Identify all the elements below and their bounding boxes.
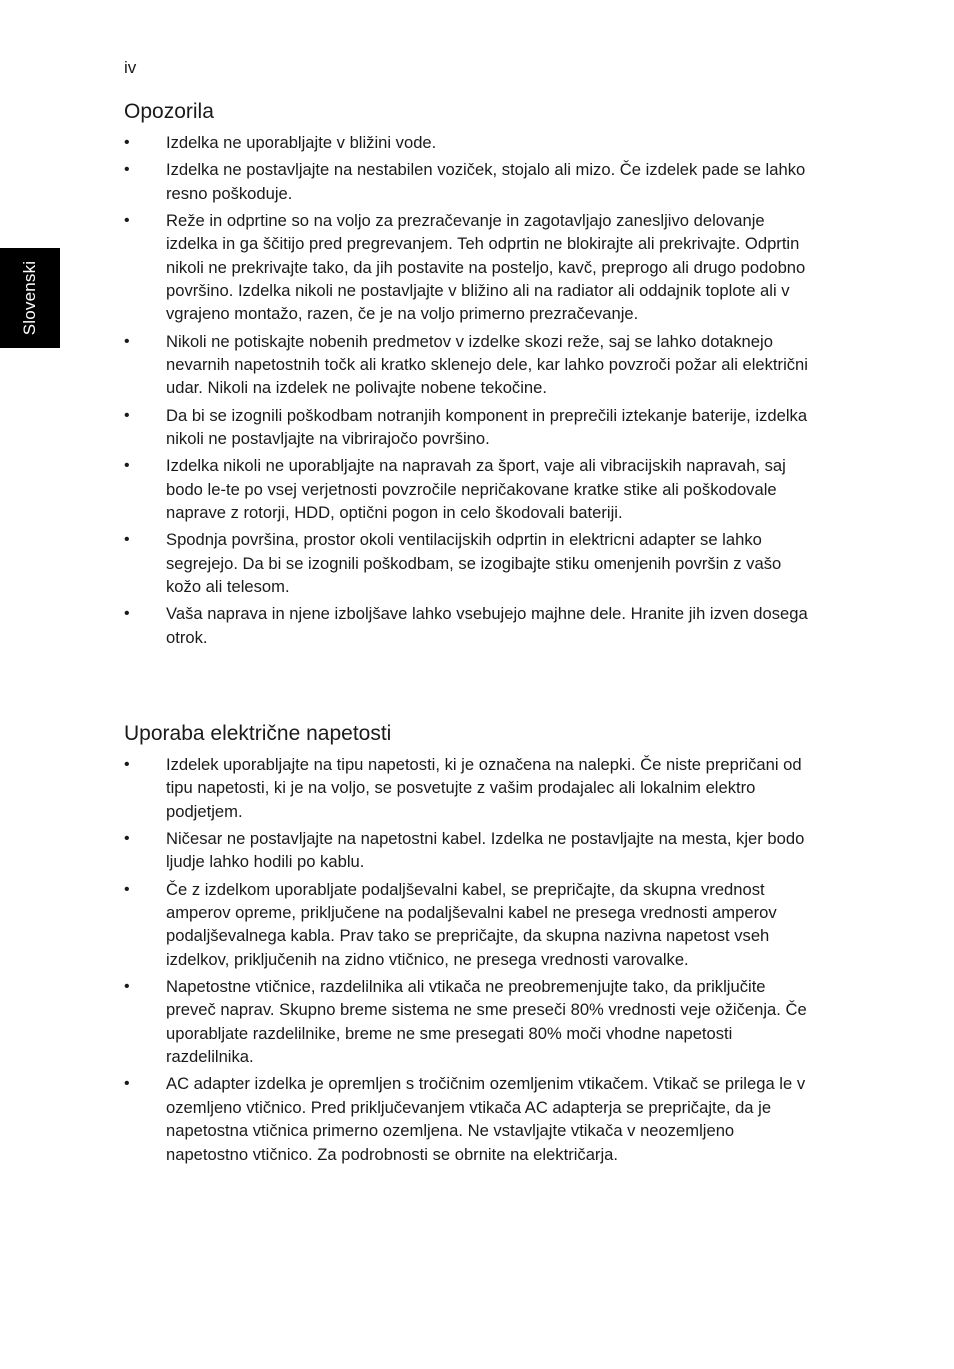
- list-item: [124, 454, 814, 524]
- bullet-icon: •: [124, 880, 130, 898]
- bullet-icon: •: [124, 457, 130, 475]
- language-tab-label: Slovenski: [20, 260, 39, 336]
- list-item-text: Da bi se izognili poškodbam notranjih komponent in preprečili iztekanje baterije, izdelka nikoli ne postavljajte na vibrirajočo površino.: [166, 405, 808, 449]
- list-item-text: Izdelka nikoli ne uporabljajte na napravah za šport, vaje ali vibracijskih napravah, saj bodo le-te po vsej verjetnosti povzročile nepričakovane kratke stike ali poškodovale naprave z rotorji, HDD, optični pogon in celo škodovali bateriji.: [166, 456, 786, 523]
- list-item-text: Izdelek uporabljajte na tipu napetosti, ki je označena na nalepki. Če niste prepričani od tipu napetosti, ki je na voljo, se posvetujte z vašim prodajalec ali lokalnim elektro podjetjem.: [166, 755, 802, 821]
- list-item: [124, 209, 814, 326]
- list-item: [124, 158, 814, 205]
- bullet-icon: •: [124, 161, 130, 179]
- list-item-text: Če z izdelkom uporabljate podaljševalni kabel, se prepričajte, da skupna vrednost amperov opreme, priključene na podaljševalni kabel ne presega vrednosti amperov podaljševalnega kabla. Prav tako se prepričajte, da skupna nazivna napetost vseh izdelkov, priključenih na zidno vtičnico, ne presega vrednosti varovalke.: [166, 879, 777, 969]
- bullet-icon: •: [124, 134, 130, 151]
- page-number: iv: [124, 58, 137, 77]
- bullet-icon: •: [124, 406, 130, 424]
- bullet-icon: •: [124, 978, 130, 996]
- list-item-text: Izdelka ne uporabljajte v bližini vode.: [166, 133, 437, 152]
- list-item: [124, 528, 814, 598]
- bullet-icon: •: [124, 211, 130, 229]
- section-heading-electrical-power: Uporaba električne napetosti: [124, 722, 392, 745]
- section-heading-warnings: Opozorila: [124, 100, 214, 123]
- list-item: [124, 827, 814, 874]
- list-item: [124, 975, 814, 1069]
- list-item-text: Ničesar ne postavljajte na napetostni kabel. Izdelka ne postavljajte na mesta, kjer bodo ljudje lahko hodili po kablu.: [166, 829, 805, 872]
- list-item-text: Vaša naprava in njene izboljšave lahko vsebujejo majhne dele. Hranite jih izven dosega otrok.: [166, 604, 808, 647]
- bullet-icon: •: [124, 531, 130, 549]
- list-item: [124, 878, 814, 972]
- list-item-text: Napetostne vtičnice, razdelilnika ali vtikača ne preobremenjujte tako, da priključite preveč naprav. Skupno breme sistema ne sme preseči 80% vrednosti veje ožičenja. Če uporabljate razdelilnike, breme ne sme presegati 80% moči vhodne napetosti razdelilnika.: [166, 977, 807, 1067]
- list-item: [124, 131, 814, 154]
- list-item: [124, 753, 814, 823]
- bullet-icon: •: [124, 332, 130, 350]
- warnings-list: [124, 131, 814, 653]
- language-side-tab: [0, 248, 60, 348]
- bullet-icon: •: [124, 756, 130, 773]
- electrical-power-list: [124, 753, 814, 1170]
- list-item-text: Izdelka ne postavljajte na nestabilen voziček, stojalo ali mizo. Če izdelek pade se lahko resno poškoduje.: [166, 160, 806, 203]
- list-item: [124, 330, 814, 400]
- bullet-icon: •: [124, 605, 130, 623]
- list-item-text: AC adapter izdelka je opremljen s tročičnim ozemljenim vtikačem. Vtikač se prilega le v ozemljeno vtičnico. Pred priključevanjem vtikača AC adapterja se prepričajte, da je napetostna vtičnica primerno ozemljena. Ne vstavljajte vtikača v neozemljeno napetostno vtičnico. Za podrobnosti se obrnite na električarja.: [166, 1074, 806, 1164]
- list-item-text: Reže in odprtine so na voljo za prezračevanje in zagotavljajo zanesljivo delovanje izdelka in ga ščitijo pred pregrevanjem. Teh odprtin ne blokirajte ali prekrivajte. Odprtin nikoli ne prekrivajte tako, da jih postavite na posteljo, kavč, preprogo ali drugo podobno površino. Izdelka nikoli ne postavljajte v bližino ali na radiator ali oddajnik toplote ali v vgrajeno montažo, razen, če je na voljo primerno prezračevanje.: [166, 210, 806, 324]
- bullet-icon: •: [124, 830, 130, 848]
- list-item: [124, 602, 814, 649]
- list-item-text: Nikoli ne potiskajte nobenih predmetov v izdelke skozi reže, saj se lahko dotaknejo nevarnih napetostnih točk ali kratko sklenejo dele, kar lahko povzroči požar ali električni udar. Nikoli na izdelek ne polivajte nobene tekočine.: [166, 331, 808, 398]
- list-item: [124, 404, 814, 451]
- list-item-text: Spodnja površina, prostor okoli ventilacijskih odprtin in elektricni adapter se lahko segrejejo. Da bi se izognili poškodbam, se izogibajte stiku omenjenih površin z vašo kožo ali telesom.: [166, 530, 782, 597]
- list-item: [124, 1072, 814, 1166]
- bullet-icon: •: [124, 1075, 130, 1093]
